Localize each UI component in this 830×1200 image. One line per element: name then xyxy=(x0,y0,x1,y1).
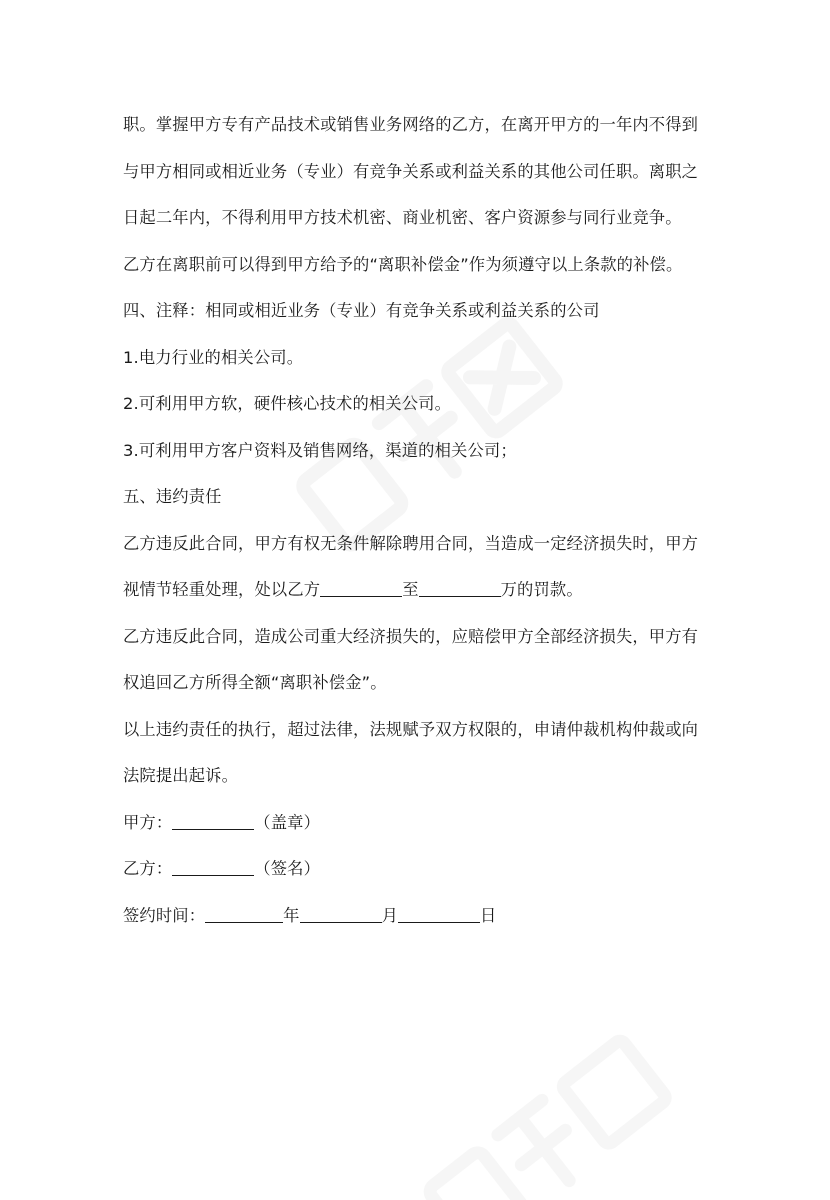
section-heading-notes: 四、注释：相同或相近业务（专业）有竞争关系或利益关系的公司 xyxy=(123,301,600,320)
month-label: 月 xyxy=(381,905,399,925)
date-label: 签约时间： xyxy=(123,905,206,925)
section-heading-breach: 五、违约责任 xyxy=(123,487,222,506)
penalty-line xyxy=(123,567,723,614)
paragraph-line: 乙方违反此合同，造成公司重大经济损失的，应赔偿甲方全部经济损失，甲方有 xyxy=(123,626,699,646)
party-a-label: 甲方： xyxy=(123,812,173,832)
party-a-signature xyxy=(123,800,723,847)
penalty-prefix: 视情节轻重处理，处以乙方 xyxy=(123,580,321,599)
year-blank[interactable] xyxy=(205,904,283,923)
watermark-logo-bottom xyxy=(380,1020,700,1200)
month-blank[interactable] xyxy=(300,904,382,923)
paragraph-line: 权追回乙方所得全额“离职补偿金”。 xyxy=(123,673,387,692)
paragraph-line: 乙方违反此合同，甲方有权无条件解除聘用合同，当造成一定经济损失时，甲方 xyxy=(123,533,699,553)
party-a-blank[interactable] xyxy=(172,811,254,830)
day-blank[interactable] xyxy=(398,904,480,923)
paragraph-line: 法院提出起诉。 xyxy=(123,766,239,785)
list-item: 2.可利用甲方软，硬件核心技术的相关公司。 xyxy=(123,394,452,413)
penalty-min-blank[interactable] xyxy=(320,578,402,597)
sign-date xyxy=(123,893,723,940)
party-b-note: （签名） xyxy=(254,859,321,878)
year-label: 年 xyxy=(283,905,300,925)
penalty-suffix: 万的罚款。 xyxy=(500,580,583,599)
party-b-blank[interactable] xyxy=(172,857,254,876)
list-item: 1.电力行业的相关公司。 xyxy=(123,347,304,367)
paragraph-line: 日起二年内，不得利用甲方技术机密、商业机密、客户资源参与同行业竞争。 xyxy=(123,208,682,227)
penalty-middle: 至 xyxy=(402,580,419,599)
penalty-max-blank[interactable] xyxy=(419,578,501,597)
contract-body xyxy=(123,102,723,939)
paragraph-line: 以上违约责任的执行，超过法律，法规赋予双方权限的，申请仲裁机构仲裁或向 xyxy=(123,719,699,739)
paragraph-line: 与甲方相同或相近业务（专业）有竞争关系或利益关系的其他公司任职。离职之 xyxy=(123,161,699,181)
list-item: 3.可利用甲方客户资料及销售网络，渠道的相关公司； xyxy=(123,440,517,460)
party-b-signature xyxy=(123,846,723,893)
paragraph-line: 职。掌握甲方专有产品技术或销售业务网络的乙方，在离开甲方的一年内不得到 xyxy=(123,115,699,134)
party-a-note: （盖章） xyxy=(254,812,321,832)
day-label: 日 xyxy=(480,905,497,925)
party-b-label: 乙方： xyxy=(123,859,173,878)
paragraph-line: 乙方在离职前可以得到甲方给予的“离职补偿金”作为须遵守以上条款的补偿。 xyxy=(123,254,683,274)
